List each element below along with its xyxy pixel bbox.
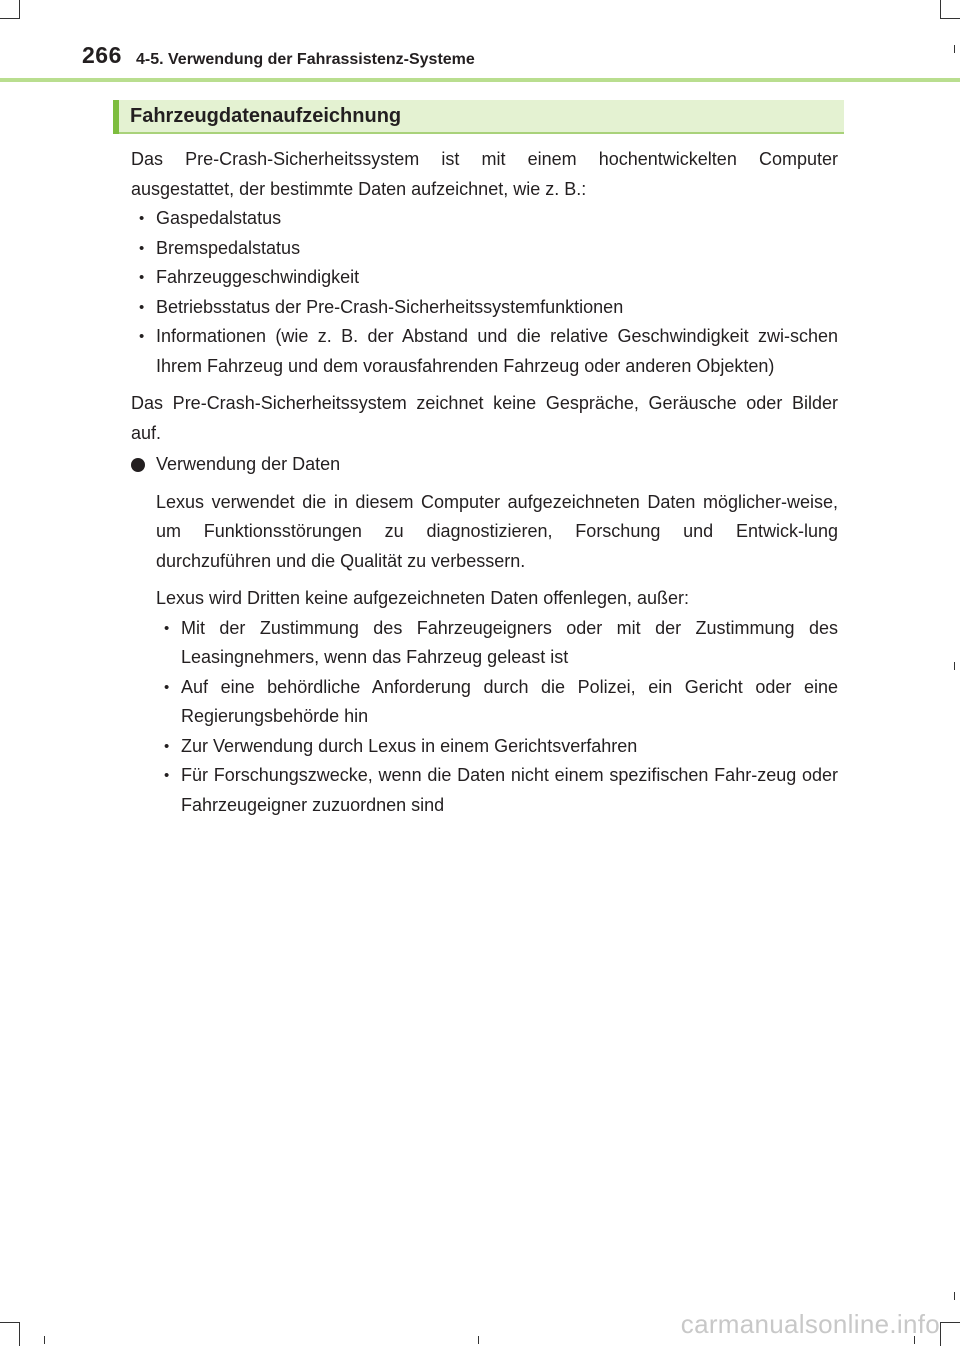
disclosure-paragraph: Lexus wird Dritten keine aufgezeichneten Daten offenlegen, außer: — [156, 588, 690, 608]
crop-mark — [940, 0, 941, 18]
list-item: • Betriebsstatus der Pre-Crash-Sicherheitssystemfunktionen — [131, 293, 838, 323]
crop-mark — [19, 1322, 20, 1346]
crop-mark — [0, 1322, 20, 1323]
data-usage-block — [131, 488, 838, 821]
crop-mark — [954, 45, 955, 53]
circle-bullet-icon — [131, 458, 145, 472]
crop-mark — [19, 0, 20, 18]
crop-mark — [940, 18, 960, 19]
header-rule — [0, 78, 960, 82]
no-recording-paragraph: Das Pre-Crash-Sicherheitssystem zeichnet keine Gespräche, Geräusche oder Bilder auf. — [131, 393, 838, 443]
data-usage-heading-text: Verwendung der Daten — [156, 454, 341, 474]
data-usage-paragraph: Lexus verwendet die in diesem Computer aufgezeichneten Daten möglicher-weise, um Funktionsstörungen zu diagnostizieren, Forschung und Entwick-lung durchzuführen und die Qualität zu verbessern. — [156, 491, 838, 571]
list-item: • Informationen (wie z. B. der Abstand und die relative Geschwindigkeit zwi-schen Ihrem Fahrzeug und dem vorausfahrenden Fahrzeug oder anderen Objekten) — [131, 322, 838, 381]
crop-mark — [478, 1336, 479, 1344]
list-item: • Zur Verwendung durch Lexus in einem Gerichtsverfahren — [156, 732, 838, 762]
crop-mark — [44, 1336, 45, 1344]
list-item: • Für Forschungszwecke, wenn die Daten nicht einem spezifischen Fahr-zeug oder Fahrzeugeigner zuzuordnen sind — [156, 761, 838, 820]
crop-mark — [940, 1322, 941, 1346]
list-item: • Mit der Zustimmung des Fahrzeugeigners oder mit der Zustimmung des Leasingnehmers, wenn das Fahrzeug geleast ist — [156, 614, 838, 673]
list-item: • Auf eine behördliche Anforderung durch die Polizei, ein Gericht oder eine Regierungsbehörde hin — [156, 673, 838, 732]
recorded-items-list — [131, 204, 838, 381]
crop-mark — [954, 662, 955, 670]
page-content — [131, 145, 838, 820]
section-header: 4-5. Verwendung der Fahrassistenz-Systeme — [136, 51, 475, 68]
intro-paragraph: Das Pre-Crash-Sicherheitssystem ist mit einem hochentwickelten Computer ausgestattet, der bestimmte Daten aufzeichnet, wie z. B.: — [131, 149, 838, 199]
list-item: • Bremspedalstatus — [131, 234, 838, 264]
crop-mark — [0, 18, 20, 19]
section-title-bar — [113, 100, 844, 134]
crop-mark — [940, 1322, 960, 1323]
list-item: • Gaspedalstatus — [131, 204, 838, 234]
list-item: • Fahrzeuggeschwindigkeit — [131, 263, 838, 293]
exceptions-list — [156, 614, 838, 821]
data-usage-heading — [131, 450, 838, 480]
watermark: carmanualsonline.info — [680, 1309, 940, 1339]
page-number: 266 — [82, 42, 122, 68]
crop-mark — [954, 1292, 955, 1300]
section-title: Fahrzeugdatenaufzeichnung — [130, 105, 402, 127]
